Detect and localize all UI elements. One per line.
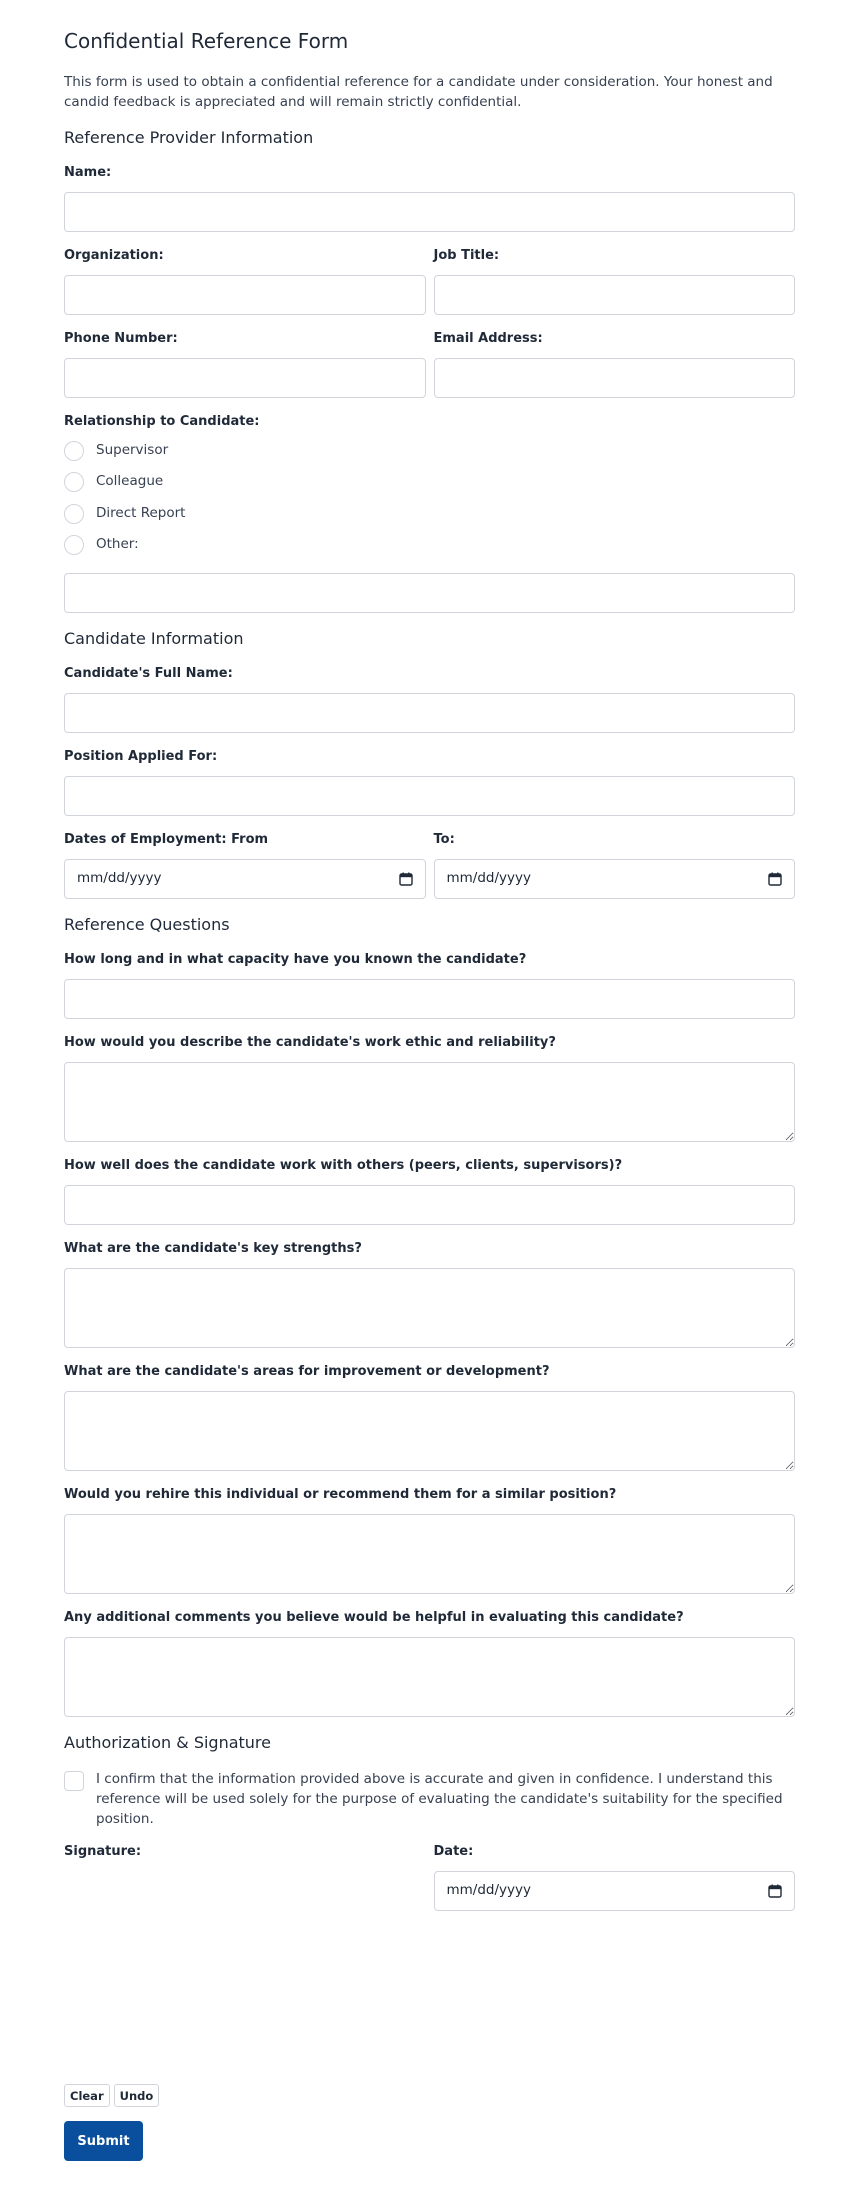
signature-date-label: Date: (433, 1844, 474, 1859)
signature-controls (64, 2084, 795, 2107)
undo-signature-button[interactable]: Undo (114, 2084, 160, 2107)
question-6-textarea[interactable] (64, 1514, 795, 1594)
relationship-radio-group (64, 435, 795, 561)
relationship-option-other[interactable] (64, 530, 795, 562)
other-relationship-input[interactable] (64, 573, 795, 613)
position-label: Position Applied For: (64, 749, 218, 764)
confirm-checkbox-row[interactable] (64, 1769, 795, 1829)
question-5-textarea[interactable] (64, 1391, 795, 1471)
question-3-field (64, 1157, 795, 1225)
email-label: Email Address: (433, 331, 543, 346)
phone-input[interactable] (64, 358, 426, 398)
question-7-textarea[interactable] (64, 1637, 795, 1717)
question-7-label: Any additional comments you believe would be helpful in evaluating this candidate? (64, 1610, 684, 1625)
radio-button[interactable] (64, 441, 84, 461)
form-intro: This form is used to obtain a confidential reference for a candidate under consideration. Your honest and candid feedback is appreciated and will remain strictly confidential. (64, 74, 773, 110)
question-1-input[interactable] (64, 979, 795, 1019)
organization-field (64, 247, 426, 315)
provider-name-label: Name: (64, 165, 112, 180)
question-2-textarea[interactable] (64, 1062, 795, 1142)
signature-date-row (64, 1843, 795, 1911)
organization-jobtitle-row (64, 247, 795, 315)
question-2-label: How would you describe the candidate's work ethic and reliability? (64, 1035, 556, 1050)
calendar-icon[interactable] (399, 872, 413, 886)
date-to-field (434, 831, 796, 899)
question-5-field (64, 1363, 795, 1471)
position-input[interactable] (64, 776, 795, 816)
question-4-label: What are the candidate's key strengths? (64, 1241, 362, 1256)
relationship-field (64, 413, 795, 613)
organization-input[interactable] (64, 275, 426, 315)
radio-label: Colleague (96, 473, 164, 490)
signature-date-field (434, 1843, 796, 1911)
provider-name-input[interactable] (64, 192, 795, 232)
relationship-label: Relationship to Candidate: (64, 414, 260, 429)
candidate-name-input[interactable] (64, 693, 795, 733)
signature-pad[interactable] (64, 1911, 795, 2081)
radio-label: Supervisor (96, 441, 169, 458)
job-title-label: Job Title: (433, 248, 500, 263)
relationship-option-colleague[interactable] (64, 467, 795, 499)
date-from-input[interactable] (64, 859, 426, 899)
date-placeholder: mm/dd/yyyy (77, 870, 162, 887)
calendar-icon[interactable] (768, 872, 782, 886)
question-1-label: How long and in what capacity have you known the candidate? (64, 952, 527, 967)
email-field (434, 330, 796, 398)
section-heading-candidate: Candidate Information (64, 629, 244, 648)
date-from-label: Dates of Employment: From (64, 832, 269, 847)
date-from-field (64, 831, 426, 899)
position-field (64, 748, 795, 816)
radio-label: Other: (96, 536, 139, 553)
date-placeholder: mm/dd/yyyy (446, 870, 531, 887)
job-title-input[interactable] (434, 275, 796, 315)
signature-field (64, 1843, 426, 1911)
question-3-label: How well does the candidate work with others (peers, clients, supervisors)? (64, 1158, 623, 1173)
other-relationship-field (64, 573, 795, 613)
question-5-label: What are the candidate's areas for improvement or development? (64, 1364, 550, 1379)
signature-label: Signature: (64, 1844, 142, 1859)
section-heading-provider: Reference Provider Information (64, 128, 314, 147)
question-1-field (64, 951, 795, 1019)
relationship-option-supervisor[interactable] (64, 435, 795, 467)
confirm-text: I confirm that the information provided above is accurate and given in confidence. I understand this reference will be used solely for the purpose of evaluating the candidate's suitability for the specified position. (96, 1771, 783, 1827)
submit-button[interactable]: Submit (64, 2121, 143, 2161)
email-input[interactable] (434, 358, 796, 398)
radio-button[interactable] (64, 472, 84, 492)
confirm-checkbox[interactable] (64, 1771, 84, 1791)
question-4-field (64, 1240, 795, 1348)
question-2-field (64, 1034, 795, 1142)
section-heading-authorization: Authorization & Signature (64, 1733, 271, 1752)
signature-date-input[interactable] (434, 1871, 796, 1911)
clear-signature-button[interactable]: Clear (64, 2084, 110, 2107)
job-title-field (434, 247, 796, 315)
question-7-field (64, 1609, 795, 1717)
employment-dates-row (64, 831, 795, 899)
relationship-option-direct-report[interactable] (64, 498, 795, 530)
question-3-input[interactable] (64, 1185, 795, 1225)
date-placeholder: mm/dd/yyyy (446, 1882, 531, 1899)
organization-label: Organization: (64, 248, 164, 263)
phone-email-row (64, 330, 795, 398)
phone-field (64, 330, 426, 398)
question-6-label: Would you rehire this individual or recommend them for a similar position? (64, 1487, 617, 1502)
provider-name-field (64, 164, 795, 232)
candidate-name-field (64, 665, 795, 733)
radio-button[interactable] (64, 504, 84, 524)
calendar-icon[interactable] (768, 1884, 782, 1898)
phone-label: Phone Number: (64, 331, 178, 346)
date-to-label: To: (433, 832, 455, 847)
date-to-input[interactable] (434, 859, 796, 899)
radio-button[interactable] (64, 535, 84, 555)
section-heading-questions: Reference Questions (64, 915, 230, 934)
candidate-name-label: Candidate's Full Name: (64, 666, 233, 681)
question-4-textarea[interactable] (64, 1268, 795, 1348)
page-title: Confidential Reference Form (64, 29, 349, 53)
question-6-field (64, 1486, 795, 1594)
radio-label: Direct Report (96, 504, 186, 521)
